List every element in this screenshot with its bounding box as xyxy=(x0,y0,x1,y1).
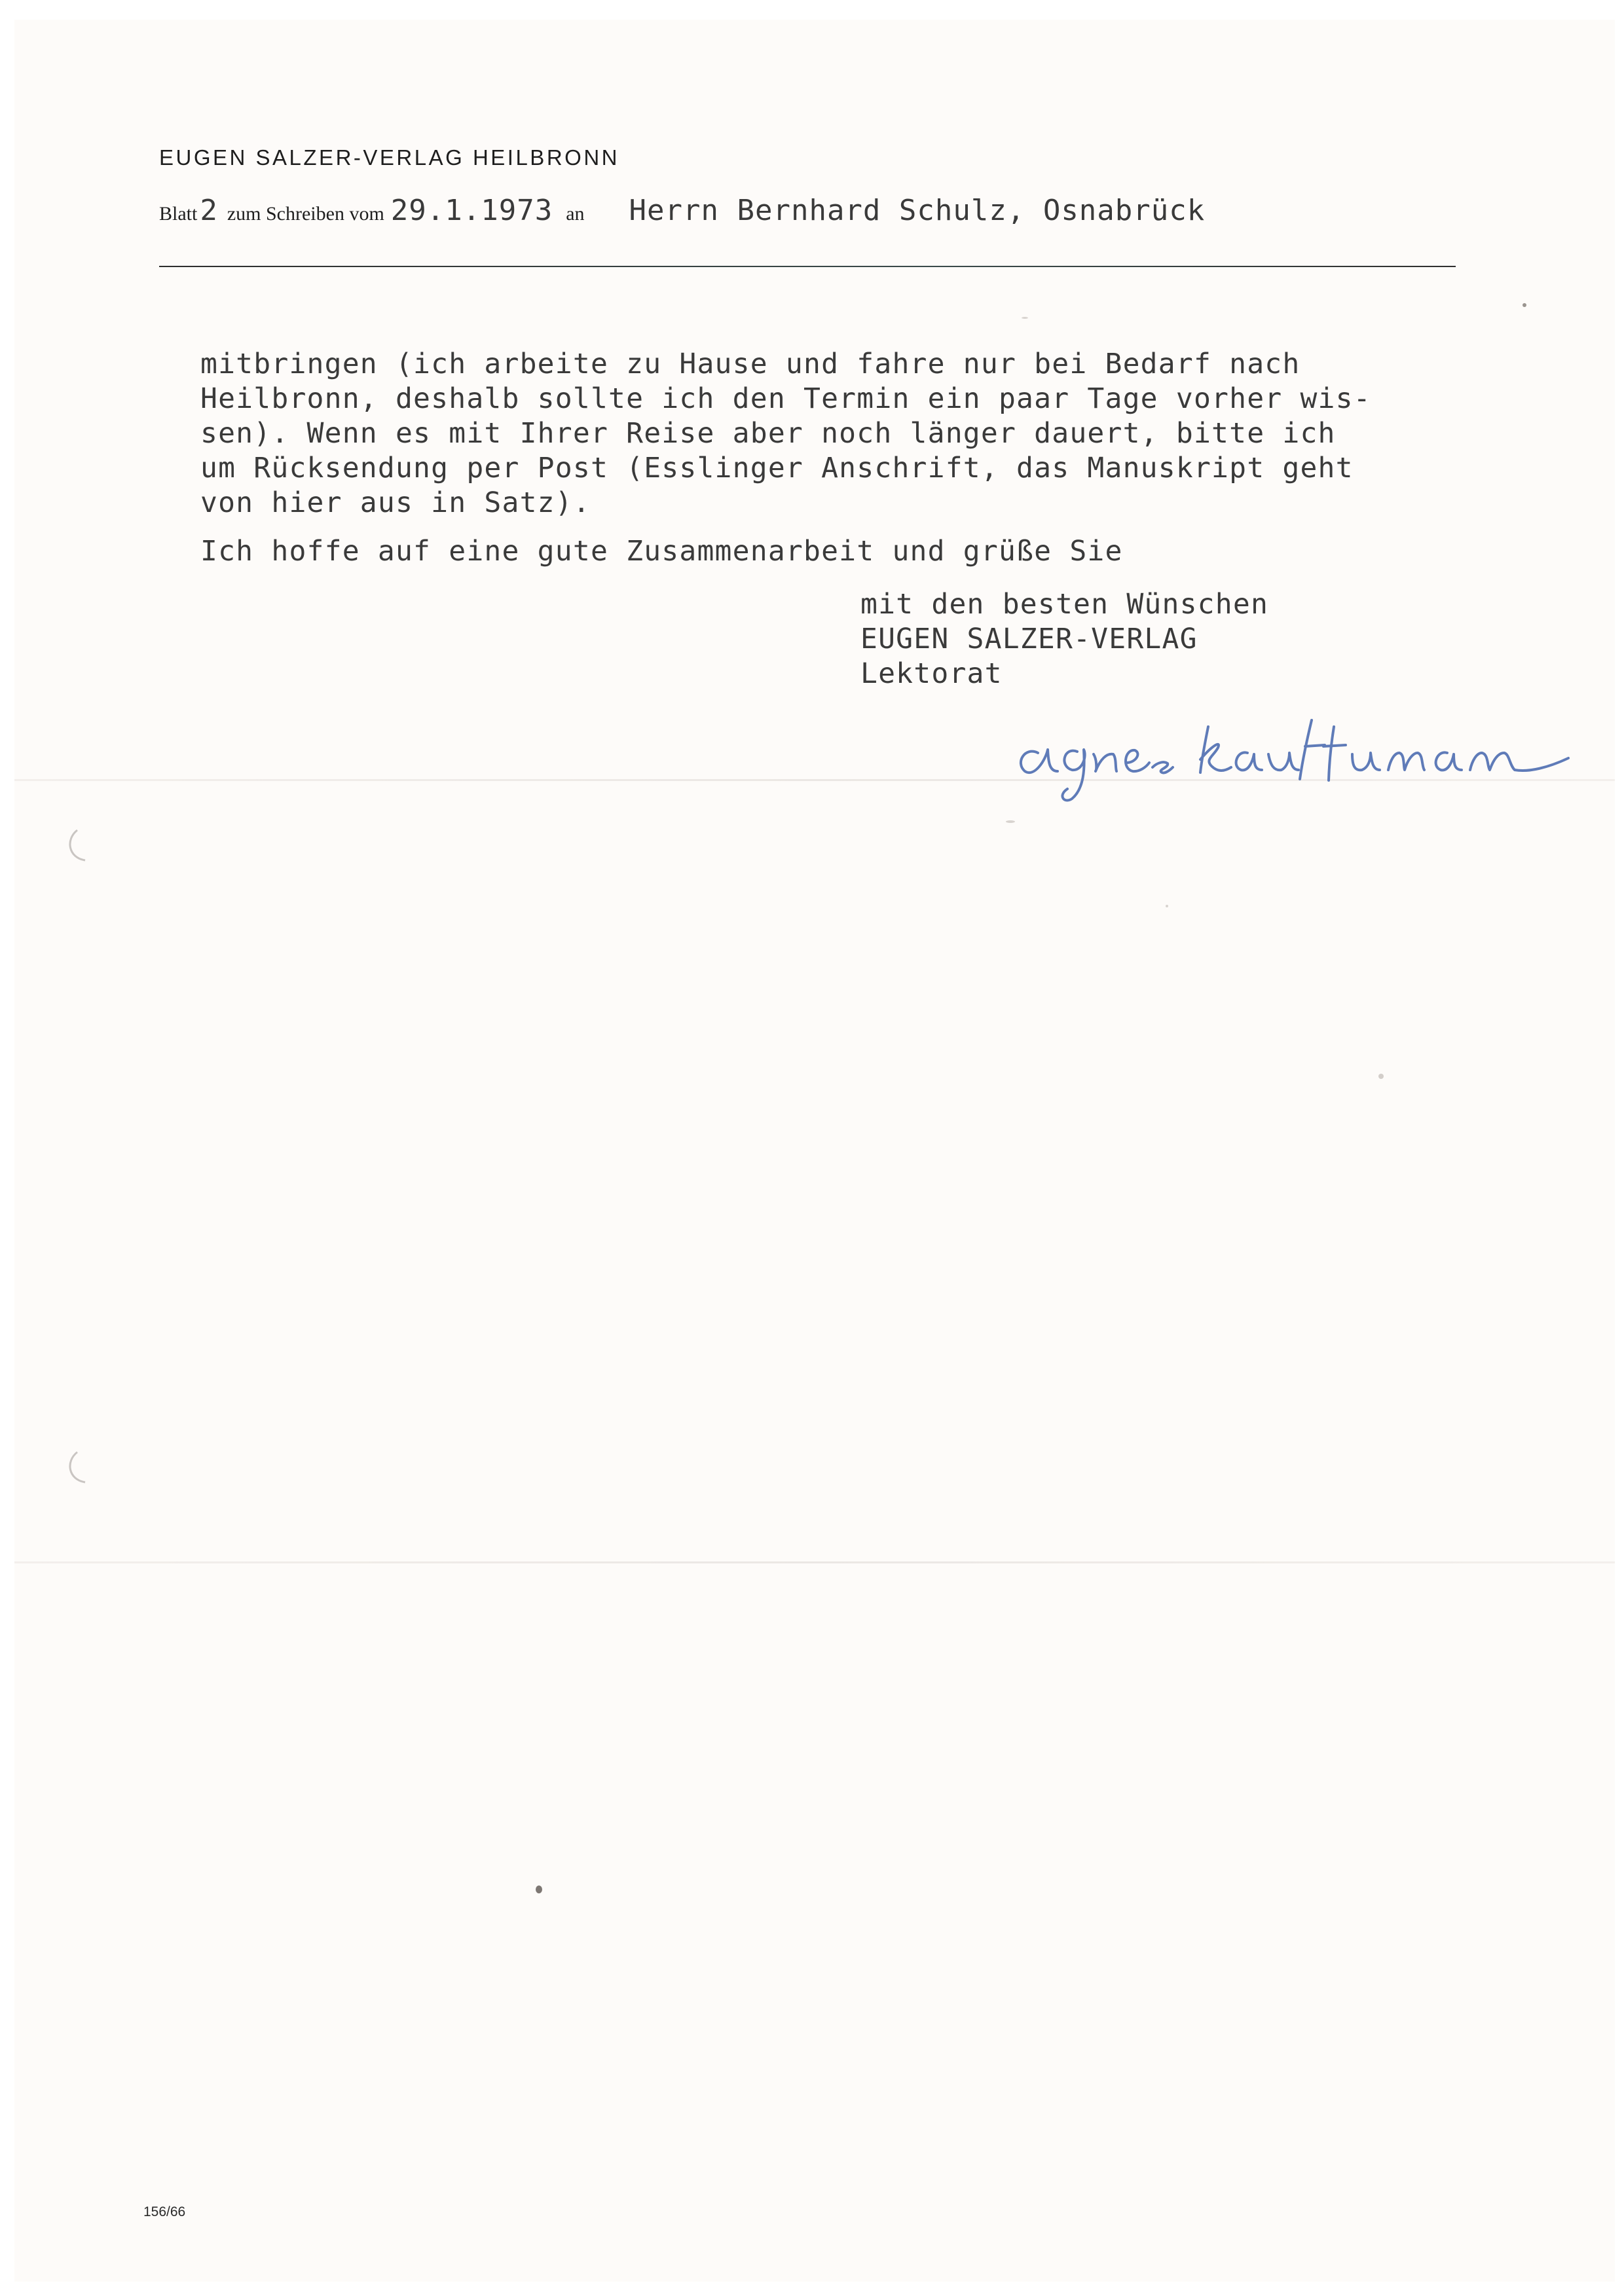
scan-border-bottom xyxy=(0,2282,1624,2296)
to-label: an xyxy=(566,203,585,225)
paper-speck xyxy=(536,1886,542,1893)
scan-border-right xyxy=(1615,0,1624,2296)
body-line: um Rücksendung per Post (Esslinger Anschrift, das Manuskript geht xyxy=(200,452,1354,484)
form-number: 156/66 xyxy=(143,2204,186,2219)
paper-speck xyxy=(1006,820,1015,823)
paper-speck xyxy=(1022,317,1028,319)
scan-border-top xyxy=(0,0,1624,20)
punch-hole-mark xyxy=(63,1448,102,1487)
punch-hole-mark xyxy=(63,826,102,866)
company-name: EUGEN SALZER-VERLAG xyxy=(860,623,1198,655)
greeting: mit den besten Wünschen xyxy=(860,588,1269,621)
body-line: Heilbronn, deshalb sollte ich den Termin ein paar Tage vorher wis- xyxy=(200,382,1371,415)
sheet-number: 2 xyxy=(200,194,218,227)
reference-line xyxy=(159,194,1205,227)
publisher-name: EUGEN SALZER-VERLAG HEILBRONN xyxy=(159,145,619,170)
letterhead-rule xyxy=(159,266,1456,267)
body-line: von hier aus in Satz). xyxy=(200,486,591,519)
department: Lektorat xyxy=(860,657,1003,690)
paper-speck xyxy=(1378,1074,1384,1079)
paper-speck xyxy=(1522,303,1526,307)
paper-speck xyxy=(1166,905,1168,907)
letter-label: zum Schreiben vom xyxy=(227,203,384,225)
body-line: sen). Wenn es mit Ihrer Reise aber noch länger dauert, bitte ich xyxy=(200,417,1336,450)
scan-border-left xyxy=(0,0,14,2296)
handwritten-signature xyxy=(1012,707,1575,805)
recipient: Herrn Bernhard Schulz, Osnabrück xyxy=(629,194,1206,227)
body-text xyxy=(200,347,1371,520)
sheet-label: Blatt xyxy=(159,203,198,225)
signoff-block xyxy=(860,587,1268,691)
closing-line: Ich hoffe auf eine gute Zusammenarbeit und grüße Sie xyxy=(200,535,1123,568)
letter-date: 29.1.1973 xyxy=(390,194,553,227)
paper-fold xyxy=(14,1561,1615,1563)
body-line: mitbringen (ich arbeite zu Hause und fahre nur bei Bedarf nach xyxy=(200,348,1301,380)
